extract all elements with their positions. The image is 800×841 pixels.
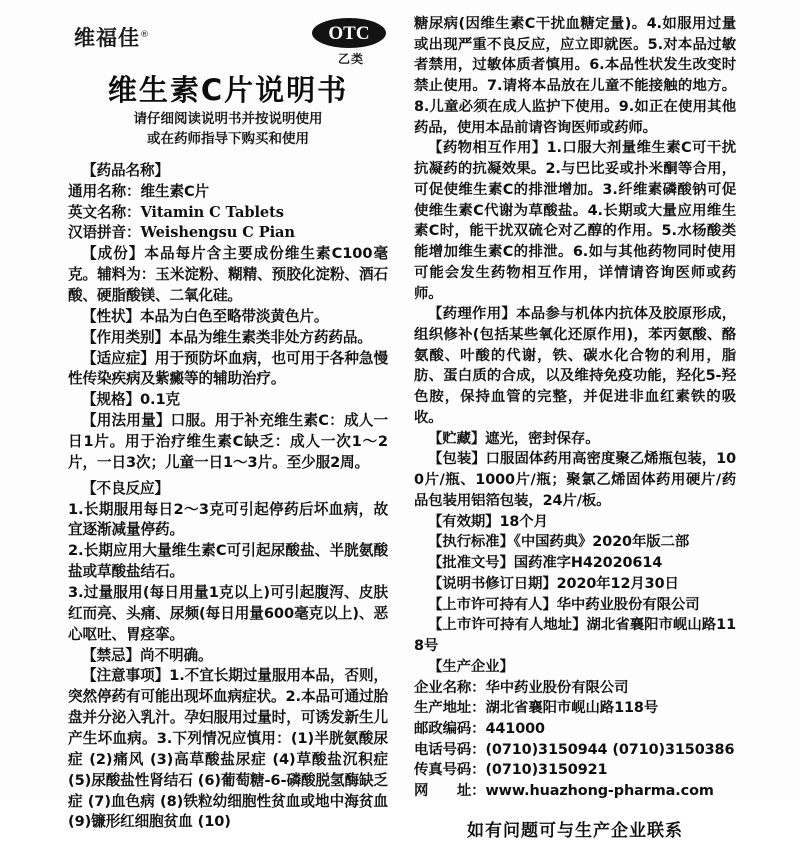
section-manufacturer-heading: 【生产企业】 <box>428 658 514 675</box>
section-drug-interactions: 【药物相互作用】1.口服大剂量维生素C可干扰抗凝药的抗凝效果。2.与巴比妥或扑米酮等合用，可促使维生素C的排泄增加。3.纤维素磷酸钠可促使维生素C代谢为草酸盐。4.长期或大量应用维生素C时，能干扰双硫仑对乙醇的作用。5.水杨酸类能增加维生素C的排泄。6.如与其他药物同时使用可能会发生药物相互作用，详情请咨询医师或药师。 <box>414 140 736 302</box>
section-dosage: 【用法用量】口服。用于补充维生素C：成人一日1片。用于治疗维生素C缺乏：成人一次1～2片，一日3次；儿童一日1～3片。至少服2周。 <box>68 412 388 471</box>
section-specification: 【规格】0.1克 <box>82 391 181 409</box>
brand-row <box>68 14 388 72</box>
section-appearance: 【性状】本品为白色至略带淡黄色片。 <box>82 307 329 325</box>
field-production-address: 生产地址：湖北省襄阳市岘山路118号 <box>414 700 659 717</box>
left-column <box>68 14 388 833</box>
field-generic-name: 通用名称：维生素C片 <box>68 182 210 200</box>
field-postal-code: 邮政编码：441000 <box>414 720 545 737</box>
section-drug-category: 【作用类别】本品为维生素类非处方药药品。 <box>82 328 372 346</box>
page-title: 维生素C片说明书 <box>107 73 349 107</box>
subtitle-line-1: 请仔细阅读说明书并按说明使用 <box>133 111 323 128</box>
registered-trademark-icon: ® <box>140 30 149 40</box>
brand-name-text: 维福佳 <box>74 26 140 50</box>
adverse-reaction-item-3: 3.过量服用(每日用量1克以上)可引起腹泻、皮肤红而亮、头痛、尿频(每日用量600毫克以上)、恶心呕吐、胃痉挛。 <box>68 583 388 643</box>
section-ingredients: 【成份】本品每片含主要成份维生素C100毫克。辅料为：玉米淀粉、糊精、预胶化淀粉、酒石酸、硬脂酸镁、二氧化硅。 <box>68 245 388 304</box>
section-adverse-reactions-heading: 【不良反应】 <box>82 479 169 497</box>
section-contraindications: 【禁忌】尚不明确。 <box>82 646 213 664</box>
section-storage: 【贮藏】遮光，密封保存。 <box>428 430 600 447</box>
brand-name <box>74 22 149 52</box>
right-column <box>414 14 736 841</box>
field-english-name: 英文名称：Vitamin C Tablets <box>68 203 284 221</box>
field-company-name: 企业名称：华中药业股份有限公司 <box>414 679 629 696</box>
field-fax-number: 传真号码：(0710)3150921 <box>414 762 608 779</box>
field-pinyin-name: 汉语拼音：Weishengsu C Pian <box>68 224 295 242</box>
otc-label: OTC <box>328 22 370 44</box>
adverse-reaction-item-2: 2.长期应用大量维生素C可引起尿酸盐、半胱氨酸盐或草酸盐结石。 <box>68 542 388 581</box>
section-revision-date: 【说明书修订日期】2020年12月30日 <box>428 575 679 592</box>
otc-ellipse-icon <box>312 18 386 48</box>
contact-footer-note: 如有问题可与生产企业联系 <box>467 820 683 841</box>
section-shelf-life: 【有效期】18个月 <box>428 513 548 530</box>
section-indications: 【适应症】用于预防坏血病，也可用于各种急慢性传染疾病及紫癜等的辅助治疗。 <box>68 349 388 388</box>
field-website: 网 址：www.huazhong-pharma.com <box>414 783 714 800</box>
section-precautions: 【注意事项】1.不宜长期过量服用本品，否则，突然停药有可能出现坏血病症状。2.本品可通过胎盘并分泌入乳汁。孕妇服用过量时，可诱发新生儿产生坏血病。3.下列情况应慎用：(1)半胱氨酸尿症 (2)痛风 (3)高草酸盐尿症 (4)草酸盐沉积症 (5)尿酸盐性肾结石 (6)葡萄糖-6-磷酸脱氢酶缺乏症 (7)血色病 (8)铁粒幼细胞性贫血或地中海贫血(9)镰形红细胞贫血 (10) <box>68 667 388 831</box>
section-packaging: 【包装】口服固体药用高密度聚乙烯瓶包装，100片/瓶、1000片/瓶；聚氯乙烯固体药用硬片/药品包装用铝箔包装，24片/板。 <box>414 451 736 509</box>
section-drug-name-heading: 【药品名称】 <box>82 161 169 179</box>
section-pharmacology: 【药理作用】本品参与机体内抗体及胶原形成，组织修补(包括某些氧化还原作用)，苯丙氨酸、酪氨酸、叶酸的代谢，铁、碳水化合物的利用，脂肪、蛋白质的合成，以及维持免疫功能，羟化5-羟色胺，保持血管的完整，并促进非血红素铁的吸收。 <box>414 306 736 426</box>
field-phone-number: 电话号码：(0710)3150944 (0710)3150386 <box>414 741 735 758</box>
section-license-holder-address: 【上市许可持有人地址】湖北省襄阳市岘山路118号 <box>414 617 736 655</box>
section-precautions-continued: 糖尿病(因维生素C干扰血糖定量)。4.如服用过量或出现严重不良反应，应立即就医。5.对本品过敏者禁用，过敏体质者慎用。6.本品性状发生改变时禁止使用。7.请将本品放在儿童不能接触的地方。8.儿童必须在成人监护下使用。9.如正在使用其他药品，使用本品前请咨询医师或药师。 <box>414 16 736 136</box>
section-approval-number: 【批准文号】国药准字H42020614 <box>428 555 663 572</box>
adverse-reaction-item-1: 1.长期服用每日2～3克可引起停药后坏血病，故宜逐渐减量停药。 <box>68 500 388 539</box>
otc-class-label: 乙类 <box>337 52 364 66</box>
subtitle-line-2: 或在药师指导下购买和使用 <box>147 130 309 147</box>
section-license-holder: 【上市许可持有人】华中药业股份有限公司 <box>428 596 700 613</box>
otc-logo <box>312 18 390 67</box>
section-standard: 【执行标准】《中国药典》2020年版二部 <box>428 534 690 551</box>
left-column-body <box>68 161 388 834</box>
